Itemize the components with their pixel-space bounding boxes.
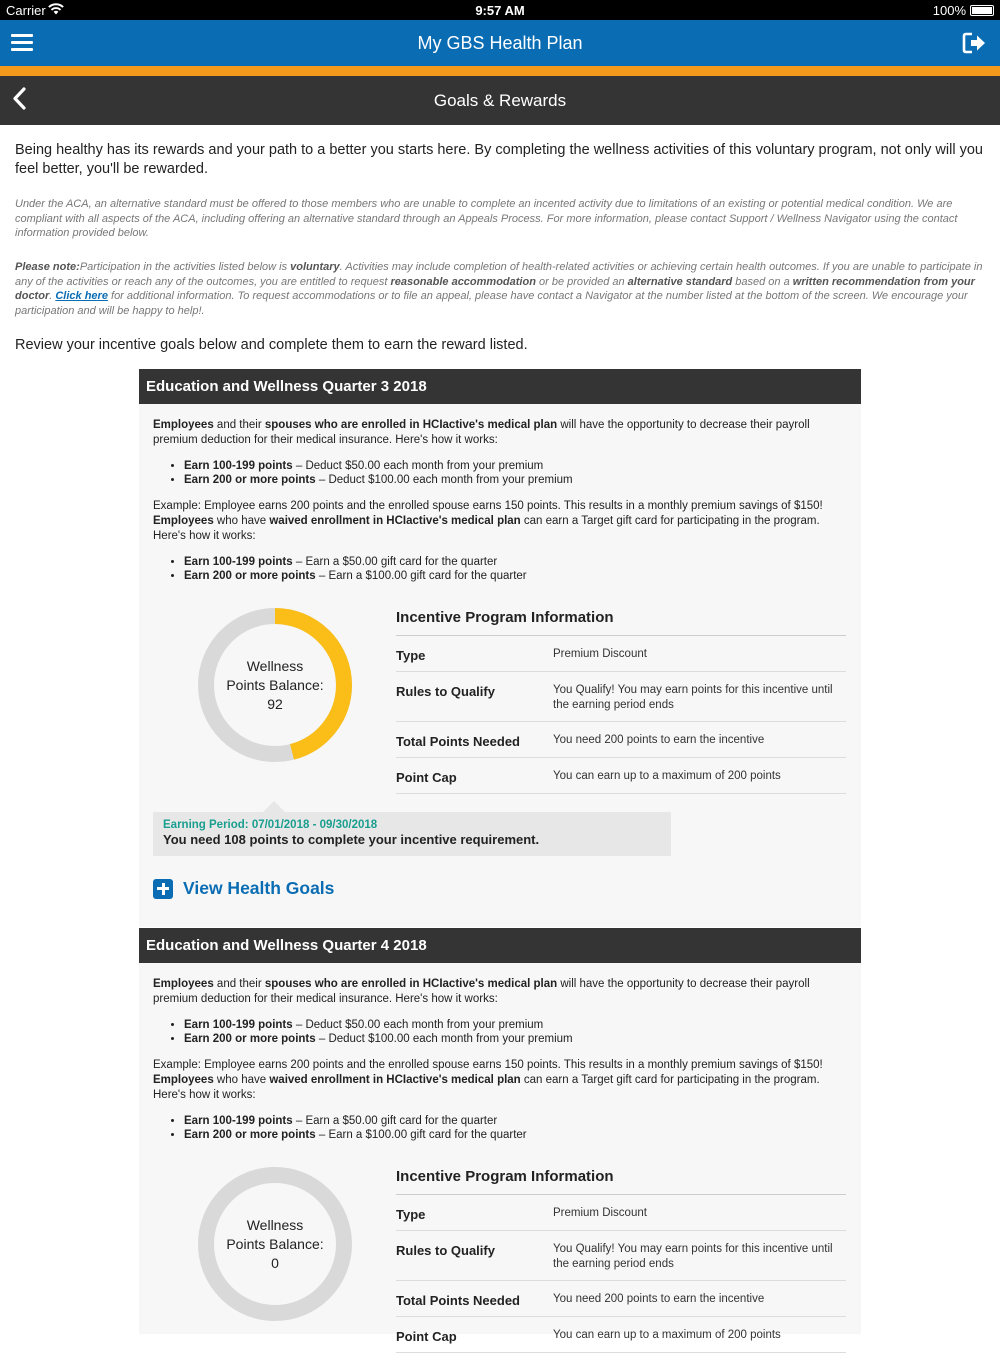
gift-card-tier-list (184, 1114, 847, 1144)
review-text: Review your incentive goals below and complete them to earn the reward listed. (15, 337, 528, 353)
list-item: • Earn 200 or more points – Deduct $100.00 each month from your premium (184, 1032, 847, 1047)
page-title: Goals & Rewards (433, 91, 567, 110)
plus-icon (153, 879, 173, 899)
gift-card-tier-list (184, 555, 847, 585)
view-health-goals-button[interactable]: View Health Goals (153, 878, 334, 899)
description-spouses: Employees and their spouses who are enrolled in HCIactive's medical plan will have the opportunity to decrease their payroll premium deduction for their medical insurance. Here's how it works: (153, 978, 810, 1005)
info-row-total-points: Total Points Needed You need 200 points to earn the incentive (396, 1281, 846, 1317)
info-row-type: Type Premium Discount (396, 636, 846, 672)
info-row-rules: Rules to Qualify You Qualify! You may earn points for this incentive until the earning period ends (396, 1231, 846, 1281)
info-row-total-points: Total Points Needed You need 200 points to earn the incentive (396, 722, 846, 758)
points-balance-value: 0 (271, 1254, 279, 1271)
card-body (139, 404, 861, 584)
info-title: Incentive Program Information (396, 609, 846, 636)
card-title: Education and Wellness Quarter 4 2018 (139, 928, 861, 963)
card-title: Education and Wellness Quarter 3 2018 (139, 369, 861, 404)
intro-text: Being healthy has its rewards and your path to a better you starts here. By completing the wellness activities of this voluntary program, not only will you feel better, you'll be rewarded. (15, 142, 983, 177)
status-bar (0, 0, 1000, 20)
description-example: Example: Employee earns 200 points and the enrolled spouse earns 150 points. This results in a monthly premium savings of $150! Employees who have waived enrollment in HCIactive's medical plan can earn a Target gift card for participating in the program. Here's how it works: (153, 1059, 823, 1101)
click-here-link[interactable]: Click here (55, 290, 108, 303)
list-item: • Earn 100-199 points – Earn a $50.00 gift card for the quarter (184, 555, 847, 570)
incentive-card-q3 (139, 369, 861, 927)
app-bar (0, 20, 1000, 66)
incentive-info (396, 1168, 846, 1353)
info-row-rules: Rules to Qualify You Qualify! You may earn points for this incentive until the earning period ends (396, 672, 846, 722)
info-title: Incentive Program Information (396, 1168, 846, 1195)
earning-period-box (153, 812, 671, 856)
info-row-type: Type Premium Discount (396, 1195, 846, 1231)
battery-icon (970, 5, 994, 16)
please-note: Please note:Participation in the activities listed below is voluntary. Activities may include completion of health-related activities or achieving certain health outcomes. If you are unable to participate in any of the activities or reach any of the outcomes, you are entitled to request reasonable accommodation or be provided an alternative standard based on a written recommendation from your doctor. Click here for additional information. To request accommodations or to file an appeal, please have contact a Navigator at the number listed at the bottom of the screen. We encourage your participation and will be happy to help!. (15, 261, 983, 317)
app-title: My GBS Health Plan (417, 33, 583, 53)
donut-label: Wellness Points Balance: 0 (226, 1216, 324, 1271)
please-note-label: Please note: (15, 261, 80, 273)
incentive-card-q4 (139, 928, 861, 1344)
points-donut (195, 1164, 355, 1324)
points-donut (195, 605, 355, 765)
accent-stripe (0, 66, 1000, 76)
info-row-point-cap: Point Cap You can earn up to a maximum of 200 points (396, 758, 846, 794)
earning-period: Earning Period: 07/01/2018 - 09/30/2018 (163, 819, 378, 831)
list-item: • Earn 100-199 points – Deduct $50.00 each month from your premium (184, 459, 847, 474)
clock: 9:57 AM (475, 3, 525, 18)
list-item: • Earn 100-199 points – Earn a $50.00 gift card for the quarter (184, 1114, 847, 1129)
list-item: • Earn 200 or more points – Earn a $100.00 gift card for the quarter (184, 1128, 847, 1143)
info-row-point-cap: Point Cap You can earn up to a maximum of 200 points (396, 1317, 846, 1353)
donut-label: Wellness Points Balance: 92 (226, 657, 324, 712)
description-example: Example: Employee earns 200 points and the enrolled spouse earns 150 points. This results in a monthly premium savings of $150! Employees who have waived enrollment in HCIactive's medical plan can earn a Target gift card for participating in the program. Here's how it works: (153, 500, 823, 542)
aca-note: Under the ACA, an alternative standard must be offered to those members who are unable to complete an incented activity due to limitations of an existing or potential medical condition. We are compliant with all aspects of the ACA, including offering an alternative standard through an Appeals Process. For more information, please contact Support / Wellness Navigator using the contact information provided below. (15, 198, 958, 240)
description-spouses: Employees and their spouses who are enrolled in HCIactive's medical plan will have the opportunity to decrease their payroll premium deduction for their medical insurance. Here's how it works: (153, 419, 810, 446)
premium-tier-list (184, 459, 847, 489)
sub-header (0, 76, 1000, 125)
premium-tier-list (184, 1018, 847, 1048)
points-needed-text: You need 108 points to complete your incentive requirement. (163, 832, 540, 847)
logout-icon[interactable] (963, 32, 987, 54)
carrier-label: Carrier (6, 3, 46, 18)
list-item: • Earn 200 or more points – Earn a $100.00 gift card for the quarter (184, 569, 847, 584)
list-item: • Earn 100-199 points – Deduct $50.00 each month from your premium (184, 1018, 847, 1033)
card-body (139, 963, 861, 1143)
battery-percent: 100% (932, 3, 966, 18)
list-item: • Earn 200 or more points – Deduct $100.00 each month from your premium (184, 473, 847, 488)
incentive-info (396, 609, 846, 794)
points-balance-value: 92 (267, 695, 283, 712)
